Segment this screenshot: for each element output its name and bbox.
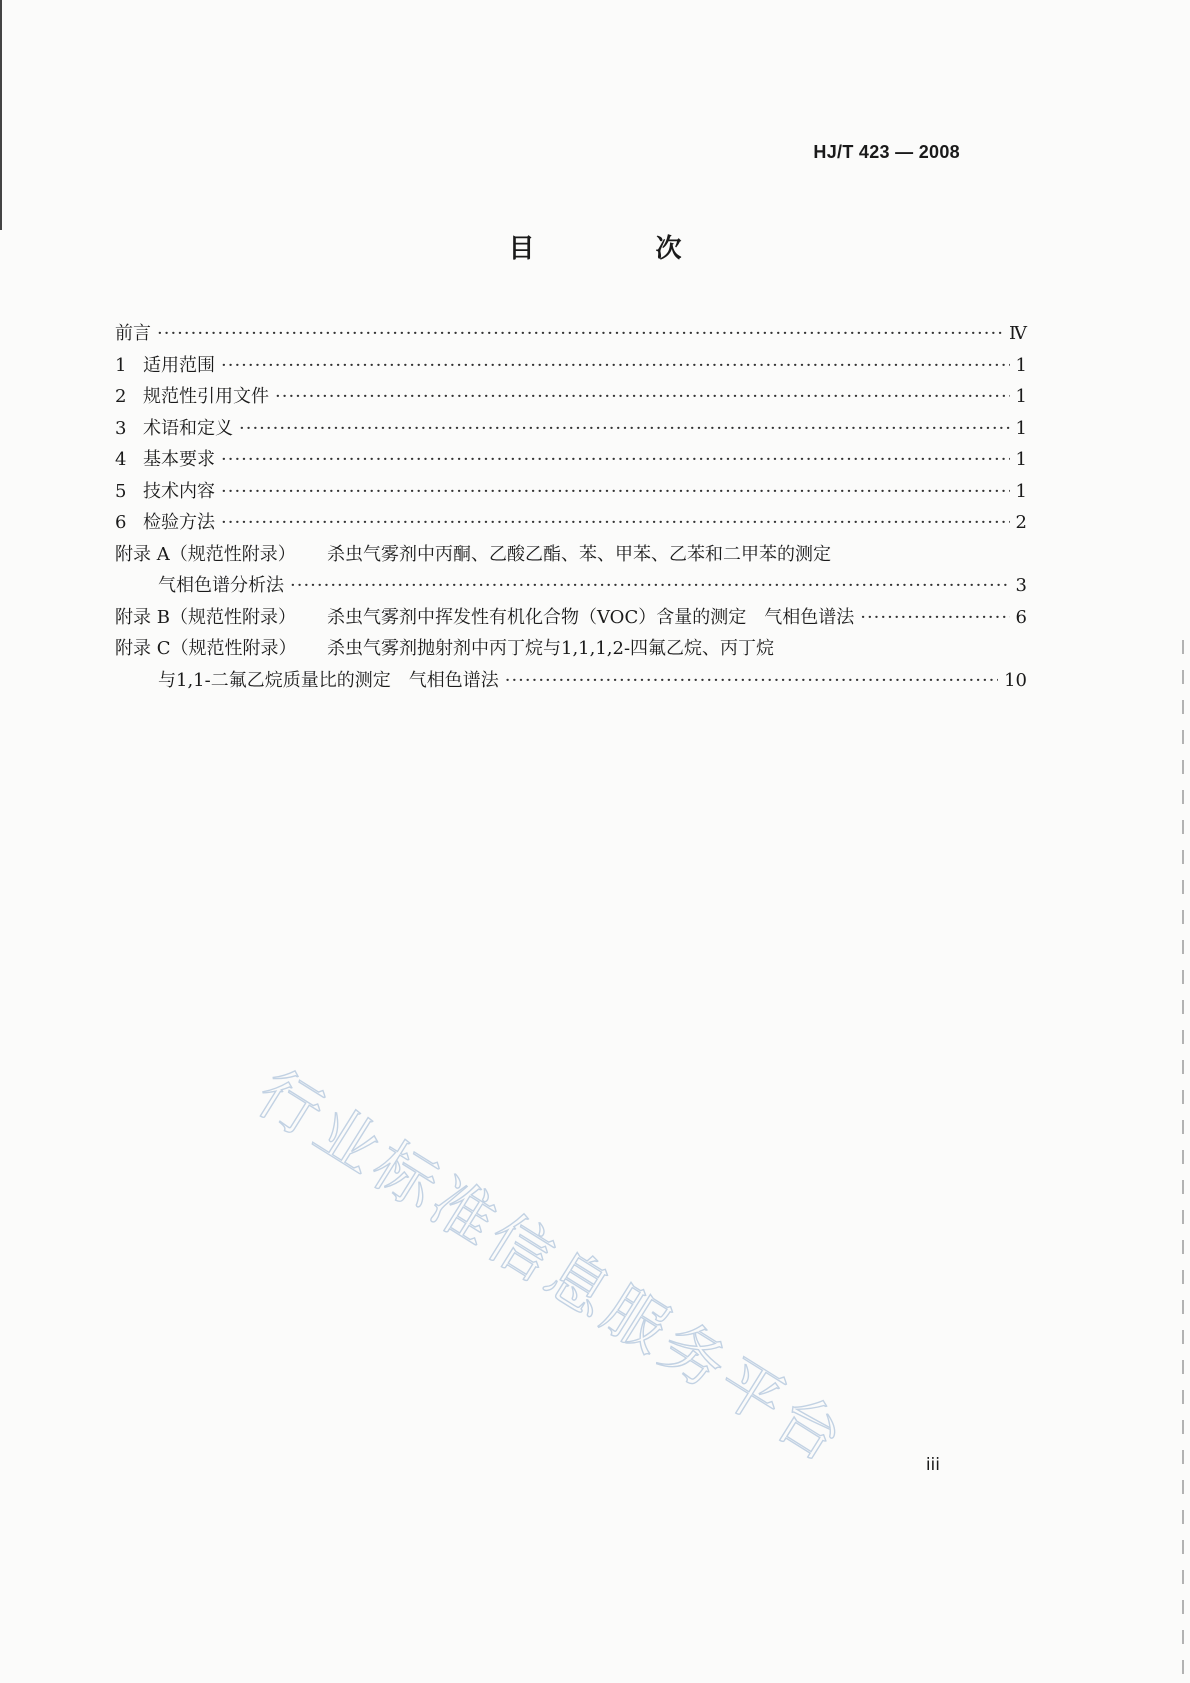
toc-entry-4[interactable] [115,444,1027,476]
dot-leader [860,602,1009,634]
toc-entry-appendix-a-cont[interactable] [115,570,1027,602]
appendix-line [115,602,854,634]
toc-entry-foreword[interactable] [115,318,1027,350]
dot-leader [221,507,1010,539]
toc-number: 1 [115,354,127,376]
toc-page: 1 [1015,386,1027,407]
watermark: 行业标准信息服务平台 [244,1056,860,1479]
toc-entry-appendix-b[interactable] [115,602,1027,634]
dot-leader [157,318,1003,350]
toc-number: 4 [115,449,127,470]
toc-page: 2 [1015,512,1027,533]
toc-entry-appendix-a[interactable] [115,539,1027,571]
toc-entry-2[interactable] [115,381,1027,413]
toc-label: 技术内容 [143,480,215,502]
toc-label: 基本要求 [143,449,215,470]
toc-number: 2 [115,386,127,407]
dot-leader [221,350,1010,382]
dot-leader [505,665,998,697]
toc-page: 1 [1015,417,1027,439]
scan-edge-left [0,0,2,230]
page-title: 目 次 [508,234,738,264]
dot-leader [275,381,1010,413]
standard-number: HJ/T 423 — 2008 [813,142,960,162]
toc-entry-3[interactable] [115,413,1027,445]
toc-page: 6 [1015,606,1027,628]
page-number: iii [925,1455,940,1475]
dot-leader [221,444,1010,476]
toc-page: Ⅳ [1009,323,1027,344]
toc-label: 规范性引用文件 [143,386,269,407]
toc-label: 检验方法 [143,512,215,533]
toc-entry-appendix-c[interactable] [115,633,1027,665]
dot-leader [290,570,1010,602]
toc-label: 适用范围 [143,354,215,376]
toc-number: 5 [115,480,127,502]
toc-page: 1 [1015,480,1027,502]
toc-entry-1[interactable] [115,350,1027,382]
appendix-tag: 附录 C（规范性附录） [115,638,297,659]
appendix-title: 杀虫气雾剂中挥发性有机化合物（VOC）含量的测定 气相色谱法 [327,606,855,628]
toc-entry-5[interactable] [115,476,1027,508]
table-of-contents [115,318,1027,696]
appendix-tag: 附录 A（规范性附录） [115,543,296,565]
toc-page: 3 [1015,575,1027,596]
toc-entry-6[interactable] [115,507,1027,539]
toc-number: 3 [115,417,127,439]
appendix-title: 杀虫气雾剂中丙酮、乙酸乙酯、苯、甲苯、乙苯和二甲苯的测定 [327,543,831,565]
toc-entry-appendix-c-cont[interactable] [115,665,1027,697]
appendix-title-cont: 气相色谱分析法 [158,575,284,596]
toc-page: 1 [1015,449,1027,470]
appendix-title-cont: 与1,1-二氟乙烷质量比的测定 气相色谱法 [158,669,499,691]
toc-number: 6 [115,512,127,533]
toc-page: 1 [1015,354,1027,376]
toc-label: 术语和定义 [143,417,233,439]
toc-page: 10 [1004,669,1027,691]
dot-leader [221,476,1010,508]
dot-leader [239,413,1010,445]
appendix-tag: 附录 B（规范性附录） [115,606,296,628]
scan-edge-right [1182,640,1184,1680]
appendix-title: 杀虫气雾剂抛射剂中丙丁烷与1,1,1,2-四氟乙烷、丙丁烷 [327,638,775,659]
toc-label: 前言 [115,323,151,344]
